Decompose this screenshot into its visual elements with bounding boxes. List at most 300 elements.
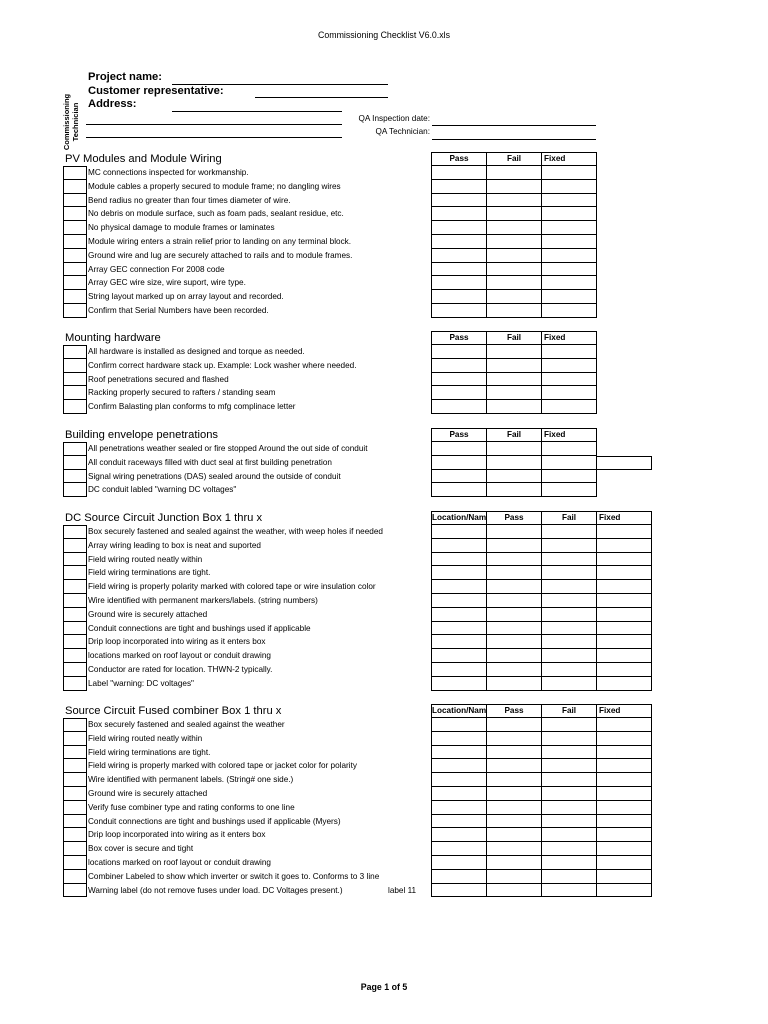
checklist-row: [0, 663, 768, 677]
checklist-checkbox[interactable]: [63, 373, 87, 387]
result-cell-pass[interactable]: [487, 677, 542, 691]
result-cells: [431, 304, 597, 318]
result-cell-pass[interactable]: [487, 787, 542, 801]
checklist-checkbox[interactable]: [63, 539, 87, 553]
result-cell-fixed[interactable]: [597, 525, 652, 539]
result-cell-fixed[interactable]: [597, 815, 652, 829]
address-label: Address:: [88, 98, 137, 110]
result-cell-fixed[interactable]: [597, 594, 652, 608]
result-cell-fail[interactable]: [487, 442, 542, 456]
checklist-row: [0, 594, 768, 608]
checklist-row: [0, 386, 768, 400]
result-cell-fixed[interactable]: [542, 456, 597, 470]
checklist-checkbox[interactable]: [63, 773, 87, 787]
result-cell-location-nam[interactable]: [432, 842, 487, 856]
checklist-checkbox[interactable]: [63, 553, 87, 567]
result-cell-location-nam[interactable]: [432, 732, 487, 746]
address-field[interactable]: [172, 99, 342, 112]
checklist-item-text: String layout marked up on array layout and recorded.: [88, 292, 284, 302]
result-cell-location-nam[interactable]: [432, 622, 487, 636]
result-cell-pass[interactable]: [432, 470, 487, 484]
result-cell-pass[interactable]: [432, 373, 487, 387]
result-cell-fail[interactable]: [487, 386, 542, 400]
result-cell-location-nam[interactable]: [432, 539, 487, 553]
result-cell-fail[interactable]: [542, 649, 597, 663]
checklist-item-text: No debris on module surface, such as foam pads, sealant residue, etc.: [88, 209, 344, 219]
result-cell-fixed[interactable]: [597, 759, 652, 773]
checklist-checkbox[interactable]: [63, 276, 87, 290]
checklist-item-text: Bend radius no greater than four times diameter of wire.: [88, 195, 291, 205]
column-header-pass: Pass: [487, 512, 542, 525]
column-header-pass: Pass: [432, 429, 487, 442]
result-cell-pass[interactable]: [432, 263, 487, 277]
result-cell-fail[interactable]: [542, 828, 597, 842]
checklist-row: [0, 649, 768, 663]
result-cells: [431, 580, 652, 594]
page-number: Page 1 of 5: [360, 982, 408, 992]
result-cell-location-nam[interactable]: [432, 787, 487, 801]
checklist-item-text: Array GEC connection For 2008 code: [88, 264, 225, 274]
result-cell-pass[interactable]: [487, 649, 542, 663]
result-cell-pass[interactable]: [487, 828, 542, 842]
result-cell-fixed[interactable]: [597, 553, 652, 567]
checklist-item-text: Field wiring terminations are tight.: [88, 568, 211, 578]
result-cell-fail[interactable]: [542, 856, 597, 870]
result-cell-pass[interactable]: [432, 249, 487, 263]
checklist-row: [0, 580, 768, 594]
result-cell-fixed[interactable]: [597, 608, 652, 622]
checklist-item-text: Conduit connections are tight and bushings used if applicable (Myers): [88, 816, 341, 826]
checklist-checkbox[interactable]: [63, 677, 87, 691]
result-cell-location-nam[interactable]: [432, 525, 487, 539]
result-cells: [431, 470, 597, 484]
result-cell-fail[interactable]: [542, 663, 597, 677]
checklist-row: [0, 304, 768, 318]
result-cell-fail[interactable]: [487, 221, 542, 235]
result-cell-pass[interactable]: [487, 539, 542, 553]
checklist-checkbox[interactable]: [63, 718, 87, 732]
result-cell-fixed[interactable]: [597, 773, 652, 787]
checklist-checkbox[interactable]: [63, 525, 87, 539]
checklist-checkbox[interactable]: [63, 386, 87, 400]
result-cell-pass[interactable]: [432, 194, 487, 208]
result-cell-location-nam[interactable]: [432, 773, 487, 787]
result-cell-fail[interactable]: [487, 249, 542, 263]
result-cell-fail[interactable]: [542, 594, 597, 608]
result-cells: [431, 553, 652, 567]
result-cells: [431, 290, 597, 304]
result-cell-fail[interactable]: [487, 470, 542, 484]
result-cell-fail[interactable]: [542, 718, 597, 732]
checklist-item-text: Confirm that Serial Numbers have been recorded.: [88, 305, 269, 315]
result-cell-fixed[interactable]: [597, 539, 652, 553]
checklist-item-text: Field wiring is properly polarity marked with colored tape or wire insulation color: [88, 582, 376, 592]
checklist-row: [0, 345, 768, 359]
result-cell-fail[interactable]: [542, 677, 597, 691]
checklist-checkbox[interactable]: [63, 759, 87, 773]
checklist-checkbox[interactable]: [63, 884, 87, 898]
result-cell-location-nam[interactable]: [432, 828, 487, 842]
result-cells: [431, 359, 597, 373]
checklist-row: [0, 828, 768, 842]
checklist-checkbox[interactable]: [63, 400, 87, 414]
result-cell-fail[interactable]: [542, 539, 597, 553]
result-cell-fail[interactable]: [542, 566, 597, 580]
result-cell-fail[interactable]: [542, 746, 597, 760]
side-label-line-2: Technician: [71, 102, 80, 142]
result-cell-fixed[interactable]: [542, 249, 597, 263]
result-cell-pass[interactable]: [487, 594, 542, 608]
checklist-row: [0, 276, 768, 290]
result-cell-fail[interactable]: [487, 290, 542, 304]
result-cell-pass[interactable]: [432, 483, 487, 497]
result-cell-location-nam[interactable]: [432, 718, 487, 732]
result-cell-fixed[interactable]: [597, 870, 652, 884]
qa-technician-field[interactable]: [432, 127, 596, 140]
checklist-checkbox[interactable]: [63, 194, 87, 208]
checklist-checkbox[interactable]: [63, 290, 87, 304]
checklist-item-text: Confirm Balasting plan conforms to mfg complinace letter: [88, 402, 296, 412]
result-cell-fixed[interactable]: [597, 580, 652, 594]
result-cell-fixed[interactable]: [542, 263, 597, 277]
checklist-row: [0, 801, 768, 815]
result-cell-location-nam[interactable]: [432, 759, 487, 773]
result-cell-fixed[interactable]: [597, 663, 652, 677]
result-cell-fixed[interactable]: [597, 842, 652, 856]
checklist-row: [0, 553, 768, 567]
result-cells: [431, 594, 652, 608]
result-cell-pass[interactable]: [432, 386, 487, 400]
result-cells: [431, 386, 597, 400]
result-cell-fixed[interactable]: [597, 746, 652, 760]
result-cell-fail[interactable]: [542, 608, 597, 622]
result-cells: [431, 663, 652, 677]
checklist-rows: [0, 718, 768, 897]
column-header-location-nam: Location/Nam: [432, 705, 487, 718]
result-cell-pass[interactable]: [487, 663, 542, 677]
column-header-fixed: Fixed: [542, 153, 597, 166]
result-cell-location-nam[interactable]: [432, 746, 487, 760]
result-cell-location-nam[interactable]: [432, 815, 487, 829]
result-cell-pass[interactable]: [432, 359, 487, 373]
result-cell-fail[interactable]: [487, 166, 542, 180]
commissioning-technician-field-1[interactable]: [86, 112, 342, 125]
checklist-checkbox[interactable]: [63, 580, 87, 594]
result-cell-fixed[interactable]: [542, 345, 597, 359]
checklist-row: [0, 732, 768, 746]
result-cell-pass[interactable]: [432, 400, 487, 414]
result-cells: [431, 442, 597, 456]
result-cell-pass[interactable]: [487, 525, 542, 539]
result-cell-fixed[interactable]: [597, 677, 652, 691]
result-cells: [431, 276, 597, 290]
checklist-checkbox[interactable]: [63, 608, 87, 622]
result-cells: [431, 815, 652, 829]
result-cell-fixed[interactable]: [542, 276, 597, 290]
result-cell-fixed[interactable]: [542, 290, 597, 304]
result-cell-fail[interactable]: [487, 400, 542, 414]
column-header-fixed: Fixed: [542, 429, 597, 442]
result-cell-pass[interactable]: [487, 566, 542, 580]
checklist-row: [0, 373, 768, 387]
checklist-checkbox[interactable]: [63, 787, 87, 801]
checklist-row: [0, 622, 768, 636]
result-cell-fail[interactable]: [542, 884, 597, 898]
checklist-checkbox[interactable]: [63, 456, 87, 470]
result-cell-pass[interactable]: [487, 580, 542, 594]
result-cells: [431, 194, 597, 208]
result-cell-pass[interactable]: [432, 304, 487, 318]
qa-inspection-date-label: QA Inspection date:: [358, 114, 430, 123]
checklist-checkbox[interactable]: [63, 870, 87, 884]
result-cell-fail[interactable]: [542, 553, 597, 567]
result-cells: [431, 263, 597, 277]
result-cell-fail[interactable]: [487, 345, 542, 359]
column-header-location-nam: Location/Nam: [432, 512, 487, 525]
checklist-checkbox[interactable]: [63, 649, 87, 663]
result-cell-fixed[interactable]: [542, 483, 597, 497]
result-cell-fixed[interactable]: [597, 635, 652, 649]
checklist-item-text: No physical damage to module frames or laminates: [88, 223, 275, 233]
qa-inspection-date-field[interactable]: [432, 113, 596, 126]
checklist-checkbox[interactable]: [63, 180, 87, 194]
result-cell-fixed[interactable]: [542, 304, 597, 318]
result-cell-pass[interactable]: [432, 221, 487, 235]
result-cell-location-nam[interactable]: [432, 635, 487, 649]
result-cell-fail[interactable]: [542, 815, 597, 829]
column-header-fixed: Fixed: [597, 705, 652, 718]
checklist-item-text: Field wiring routed neatly within: [88, 554, 203, 564]
column-header-fail: Fail: [487, 153, 542, 166]
result-cells: [431, 249, 597, 263]
result-cell-fixed[interactable]: [542, 235, 597, 249]
result-cell-pass[interactable]: [432, 456, 487, 470]
result-cell-fail[interactable]: [542, 842, 597, 856]
result-cell-fixed[interactable]: [542, 386, 597, 400]
result-cell-fixed[interactable]: [597, 801, 652, 815]
result-cell-fail[interactable]: [542, 759, 597, 773]
result-cell-pass[interactable]: [487, 553, 542, 567]
result-cell-pass[interactable]: [487, 884, 542, 898]
column-header-pass: Pass: [432, 153, 487, 166]
result-cell-fixed[interactable]: [542, 470, 597, 484]
checklist-checkbox[interactable]: [63, 235, 87, 249]
result-cell-pass[interactable]: [487, 870, 542, 884]
checklist-row: [0, 884, 768, 898]
checklist-checkbox[interactable]: [63, 635, 87, 649]
result-cell-pass[interactable]: [432, 180, 487, 194]
result-cell-fail[interactable]: [487, 207, 542, 221]
result-cell-fixed[interactable]: [542, 180, 597, 194]
result-cell-fixed[interactable]: [597, 566, 652, 580]
result-cell-pass[interactable]: [432, 166, 487, 180]
checklist-checkbox[interactable]: [63, 594, 87, 608]
checklist-item-text: Confirm correct hardware stack up. Example: Lock washer where needed.: [88, 360, 357, 370]
result-cell-location-nam[interactable]: [432, 566, 487, 580]
result-cell-location-nam[interactable]: [432, 608, 487, 622]
checklist-checkbox[interactable]: [63, 249, 87, 263]
result-cell-fixed[interactable]: [542, 221, 597, 235]
result-cell-fail[interactable]: [487, 456, 542, 470]
section-title: Source Circuit Fused combiner Box 1 thru x: [65, 705, 282, 717]
checklist-checkbox[interactable]: [63, 166, 87, 180]
checklist-checkbox[interactable]: [63, 221, 87, 235]
result-cell-location-nam[interactable]: [432, 677, 487, 691]
result-cell-fail[interactable]: [487, 373, 542, 387]
result-cell-fail[interactable]: [487, 194, 542, 208]
result-cell-fail[interactable]: [487, 276, 542, 290]
result-cell-pass[interactable]: [432, 442, 487, 456]
checklist-checkbox[interactable]: [63, 470, 87, 484]
result-cell-fail[interactable]: [487, 304, 542, 318]
checklist-checkbox[interactable]: [63, 359, 87, 373]
result-cell-pass[interactable]: [432, 345, 487, 359]
checklist-checkbox[interactable]: [63, 732, 87, 746]
result-cell-pass[interactable]: [487, 815, 542, 829]
checklist-item-text: Array GEC wire size, wire suport, wire type.: [88, 278, 246, 288]
checklist-checkbox[interactable]: [63, 345, 87, 359]
checklist-checkbox[interactable]: [63, 566, 87, 580]
result-cell-pass[interactable]: [432, 290, 487, 304]
checklist-item-text: All conduit raceways filled with duct seal at first building penetration: [88, 457, 332, 467]
result-cells: [431, 718, 652, 732]
result-cell-location-nam[interactable]: [432, 553, 487, 567]
checklist-checkbox[interactable]: [63, 622, 87, 636]
checklist-row: [0, 746, 768, 760]
checklist-checkbox[interactable]: [63, 483, 87, 497]
result-cells: [431, 456, 652, 470]
result-cell-pass[interactable]: [487, 759, 542, 773]
result-cell-fail[interactable]: [542, 525, 597, 539]
result-cell-location-nam[interactable]: [432, 801, 487, 815]
result-cell-pass[interactable]: [487, 622, 542, 636]
result-cell-pass[interactable]: [432, 235, 487, 249]
customer-representative-field[interactable]: [255, 85, 388, 98]
result-cells: [431, 373, 597, 387]
result-cells: [431, 677, 652, 691]
checklist-row: [0, 483, 768, 497]
checklist-row: [0, 815, 768, 829]
result-cell-fixed[interactable]: [597, 718, 652, 732]
result-cell-pass[interactable]: [487, 801, 542, 815]
result-cell-fixed[interactable]: [597, 622, 652, 636]
result-cell-location-nam[interactable]: [432, 580, 487, 594]
checklist-row: [0, 677, 768, 691]
commissioning-technician-field-2[interactable]: [86, 125, 342, 138]
result-cell-fail[interactable]: [542, 787, 597, 801]
result-cells: [431, 221, 597, 235]
result-cell-location-nam[interactable]: [432, 649, 487, 663]
result-cell-pass[interactable]: [487, 842, 542, 856]
column-header-fail: Fail: [487, 332, 542, 345]
result-cell-pass[interactable]: [487, 856, 542, 870]
checklist-row: [0, 856, 768, 870]
result-cell-location-nam[interactable]: [432, 594, 487, 608]
result-cell-fixed[interactable]: [542, 194, 597, 208]
checklist-checkbox[interactable]: [63, 263, 87, 277]
result-cell-fail[interactable]: [542, 773, 597, 787]
result-cell-fail[interactable]: [487, 235, 542, 249]
result-cells: [431, 400, 597, 414]
checklist-row: [0, 456, 768, 470]
result-cells: [431, 773, 652, 787]
checklist-item-text: Field wiring routed neatly within: [88, 733, 203, 743]
result-cell-pass[interactable]: [487, 608, 542, 622]
result-cell-pass[interactable]: [487, 732, 542, 746]
checklist-row: [0, 235, 768, 249]
checklist-row: [0, 608, 768, 622]
result-cell-fail[interactable]: [487, 180, 542, 194]
checklist-item-text: Conductor are rated for location. THWN-2 typically.: [88, 664, 273, 674]
result-cells: [431, 635, 652, 649]
checklist-row: [0, 359, 768, 373]
result-cell-pass[interactable]: [487, 773, 542, 787]
result-cell-fixed[interactable]: [542, 442, 597, 456]
result-cell-pass[interactable]: [487, 746, 542, 760]
result-cell-fail[interactable]: [487, 359, 542, 373]
result-cell-fail[interactable]: [542, 870, 597, 884]
result-cell-fail[interactable]: [487, 483, 542, 497]
checklist-row: [0, 470, 768, 484]
result-cell-fixed[interactable]: [597, 732, 652, 746]
result-cell-location-nam[interactable]: [432, 884, 487, 898]
result-cell-fixed[interactable]: [542, 359, 597, 373]
checklist-checkbox[interactable]: [63, 304, 87, 318]
column-header-row: [431, 331, 597, 345]
result-cell-fixed[interactable]: [597, 884, 652, 898]
result-cell-fail[interactable]: [542, 635, 597, 649]
item-note: label 11: [388, 885, 417, 895]
checklist-item-text: Roof penetrations secured and flashed: [88, 374, 229, 384]
result-cell-pass[interactable]: [487, 635, 542, 649]
result-cells: [431, 870, 652, 884]
checklist-checkbox[interactable]: [63, 663, 87, 677]
result-cell-pass[interactable]: [432, 207, 487, 221]
result-cell-fail[interactable]: [542, 732, 597, 746]
checklist-checkbox[interactable]: [63, 828, 87, 842]
checklist-checkbox[interactable]: [63, 815, 87, 829]
checklist-item-text: Box cover is secure and tight: [88, 844, 194, 854]
result-cell-location-nam[interactable]: [432, 856, 487, 870]
result-cell-fixed[interactable]: [597, 787, 652, 801]
result-cell-fixed[interactable]: [597, 856, 652, 870]
result-cell-fixed[interactable]: [542, 400, 597, 414]
result-cell-location-nam[interactable]: [432, 663, 487, 677]
result-cell-fixed[interactable]: [542, 373, 597, 387]
checklist-item-text: locations marked on roof layout or conduit drawing: [88, 857, 271, 867]
result-cell-fail[interactable]: [487, 263, 542, 277]
checklist-checkbox[interactable]: [63, 842, 87, 856]
result-cell-fail[interactable]: [542, 622, 597, 636]
checklist-checkbox[interactable]: [63, 801, 87, 815]
checklist-checkbox[interactable]: [63, 746, 87, 760]
result-cell-location-nam[interactable]: [432, 870, 487, 884]
result-cell-fixed[interactable]: [542, 166, 597, 180]
result-cell-pass[interactable]: [432, 276, 487, 290]
checklist-checkbox[interactable]: [63, 207, 87, 221]
checklist-checkbox[interactable]: [63, 856, 87, 870]
result-cell-fixed[interactable]: [597, 828, 652, 842]
extra-cell[interactable]: [597, 456, 652, 470]
result-cell-fail[interactable]: [542, 801, 597, 815]
result-cell-fixed[interactable]: [597, 649, 652, 663]
result-cells: [431, 856, 652, 870]
result-cell-fail[interactable]: [542, 580, 597, 594]
result-cell-pass[interactable]: [487, 718, 542, 732]
checklist-checkbox[interactable]: [63, 442, 87, 456]
section-title: Building envelope penetrations: [65, 429, 219, 441]
result-cell-fixed[interactable]: [542, 207, 597, 221]
